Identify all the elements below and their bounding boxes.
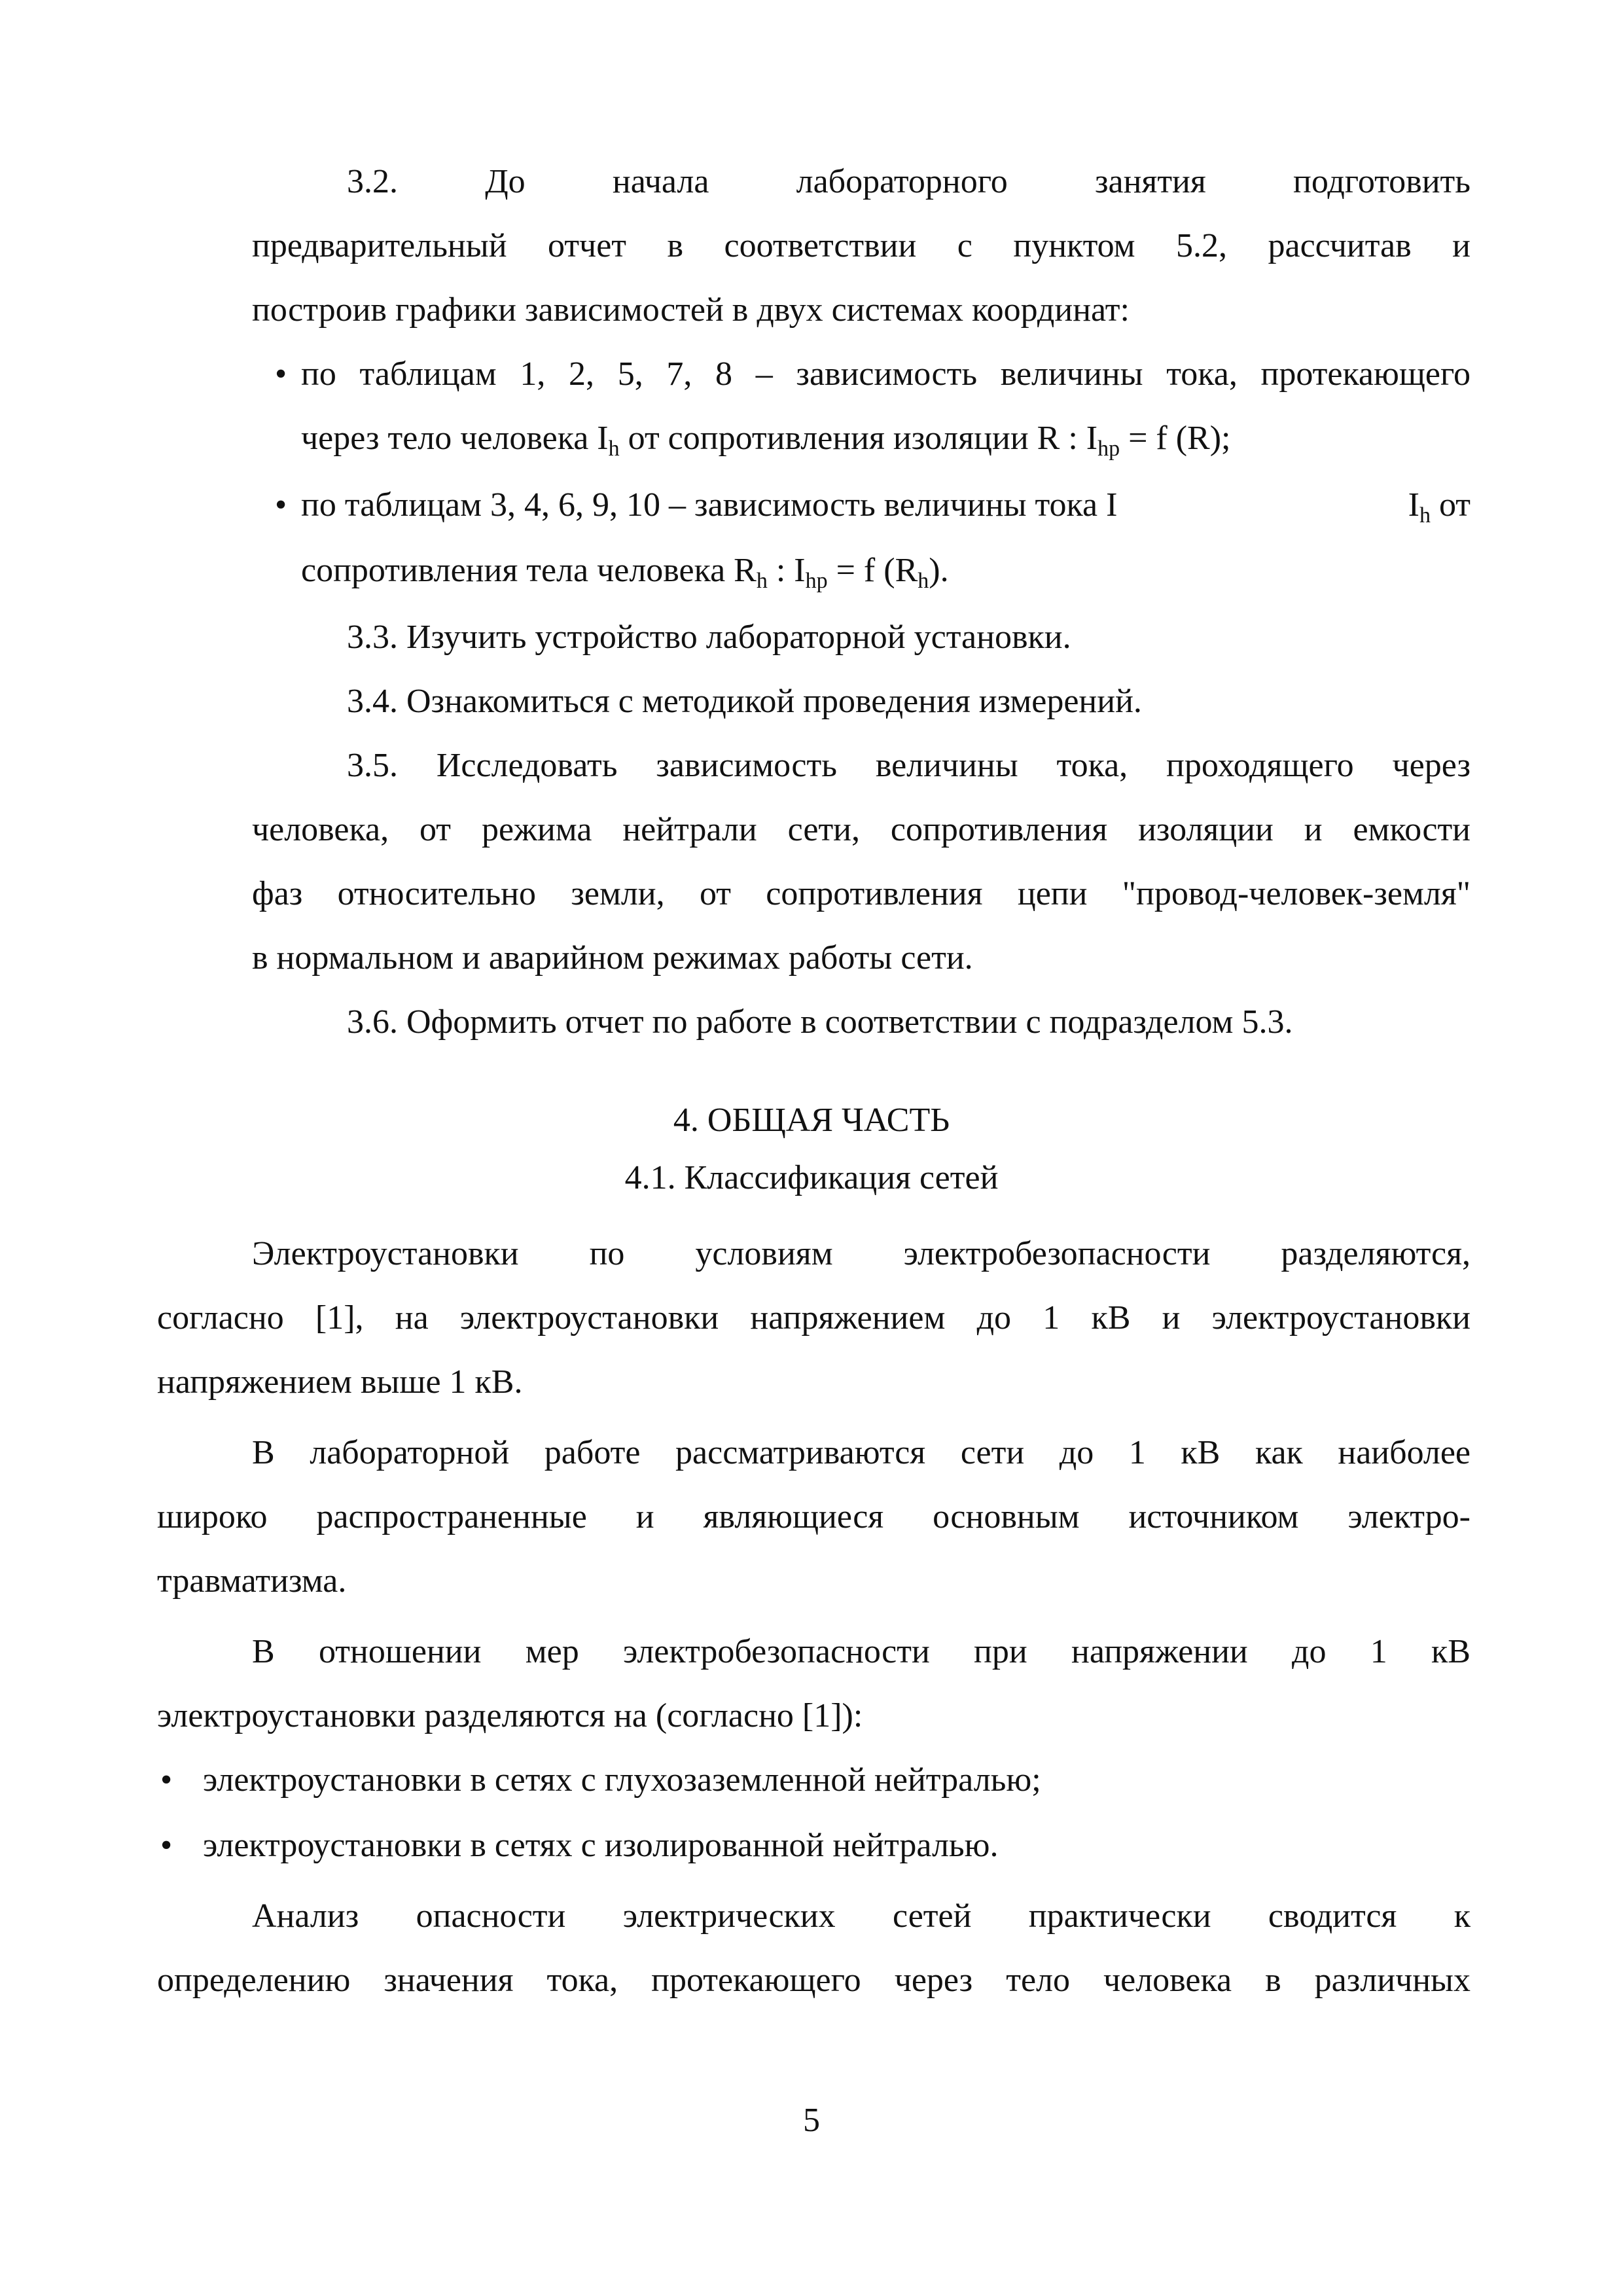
- paragraph-4-line-1: Анализ опасности электрических сетей практически сводится к: [252, 1897, 1471, 1935]
- item-3-5-line-4: в нормальном и аварийном режимах работы сети.: [252, 939, 973, 977]
- item-3-2-line-2: предварительный отчет в соответствии с пунктом 5.2, рассчитав и: [252, 227, 1471, 264]
- item-3-2-line-3: построив графики зависимостей в двух системах координат:: [252, 291, 1130, 329]
- bullet-icon: •: [160, 1761, 173, 1799]
- item-3-2-line-1: 3.2. До начала лабораторного занятия подготовить: [347, 163, 1471, 200]
- paragraph-1-line-2: согласно [1], на электроустановки напряжением до 1 кВ и электроустановки: [157, 1299, 1471, 1336]
- paragraph-4-line-2: определению значения тока, протекающего через тело человека в различных: [157, 1962, 1471, 1999]
- paragraph-2-line-2: широко распространенные и являющиеся основным источником электро-: [157, 1498, 1471, 1535]
- paragraph-1-line-3: напряжением выше 1 кВ.: [157, 1363, 523, 1401]
- bullet-2-line-1-end: $I_h$ от: [1408, 486, 1471, 528]
- item-3-4: 3.4. Ознакомиться с методикой проведения измерений.: [347, 683, 1142, 720]
- bullet-2-line-1: по таблицам 3, 4, 6, 9, 10 – зависимость величины тока I: [301, 486, 1118, 524]
- bullet-2-line-2: сопротивления тела человека $R_h$ : $I_{hp} = f$ $(R_h)$.: [301, 552, 949, 593]
- bullet-icon: •: [275, 486, 287, 524]
- bullet-icon: •: [160, 1827, 173, 1864]
- paragraph-2-line-1: В лабораторной работе рассматриваются сети до 1 кВ как наиболее: [252, 1434, 1471, 1471]
- page-number: 5: [803, 2102, 820, 2139]
- paragraph-2-line-3: травматизма.: [157, 1562, 347, 1600]
- item-3-5-line-2: человека, от режима нейтрали сети, сопротивления изоляции и емкости: [252, 811, 1471, 848]
- item-3-3: 3.3. Изучить устройство лабораторной установки.: [347, 619, 1071, 656]
- section-title: 4. ОБЩАЯ ЧАСТЬ: [673, 1102, 950, 1139]
- list-item: электроустановки в сетях с глухозаземленной нейтралью;: [203, 1761, 1041, 1799]
- paragraph-1-line-1: Электроустановки по условиям электробезопасности разделяются,: [252, 1235, 1471, 1272]
- paragraph-3-line-1: В отношении мер электробезопасности при напряжении до 1 кВ: [252, 1633, 1471, 1670]
- section-subtitle: 4.1. Классификация сетей: [624, 1159, 999, 1196]
- list-item: электроустановки в сетях с изолированной нейтралью.: [203, 1827, 999, 1864]
- bullet-icon: •: [275, 355, 287, 393]
- bullet-1-line-1: по таблицам 1, 2, 5, 7, 8 – зависимость величины тока, протекающего: [301, 355, 1471, 393]
- bullet-1-line-2: через тело человека $I_h$ от сопротивления изоляции R : $I_{hp} = f$ (R);: [301, 420, 1231, 461]
- paragraph-3-line-2: электроустановки разделяются на (согласно [1]):: [157, 1697, 863, 1734]
- item-3-5-line-3: фаз относительно земли, от сопротивления цепи "провод-человек-земля": [252, 875, 1471, 912]
- item-3-6: 3.6. Оформить отчет по работе в соответствии с подразделом 5.3.: [347, 1003, 1293, 1041]
- item-3-5-line-1: 3.5. Исследовать зависимость величины тока, проходящего через: [347, 747, 1471, 784]
